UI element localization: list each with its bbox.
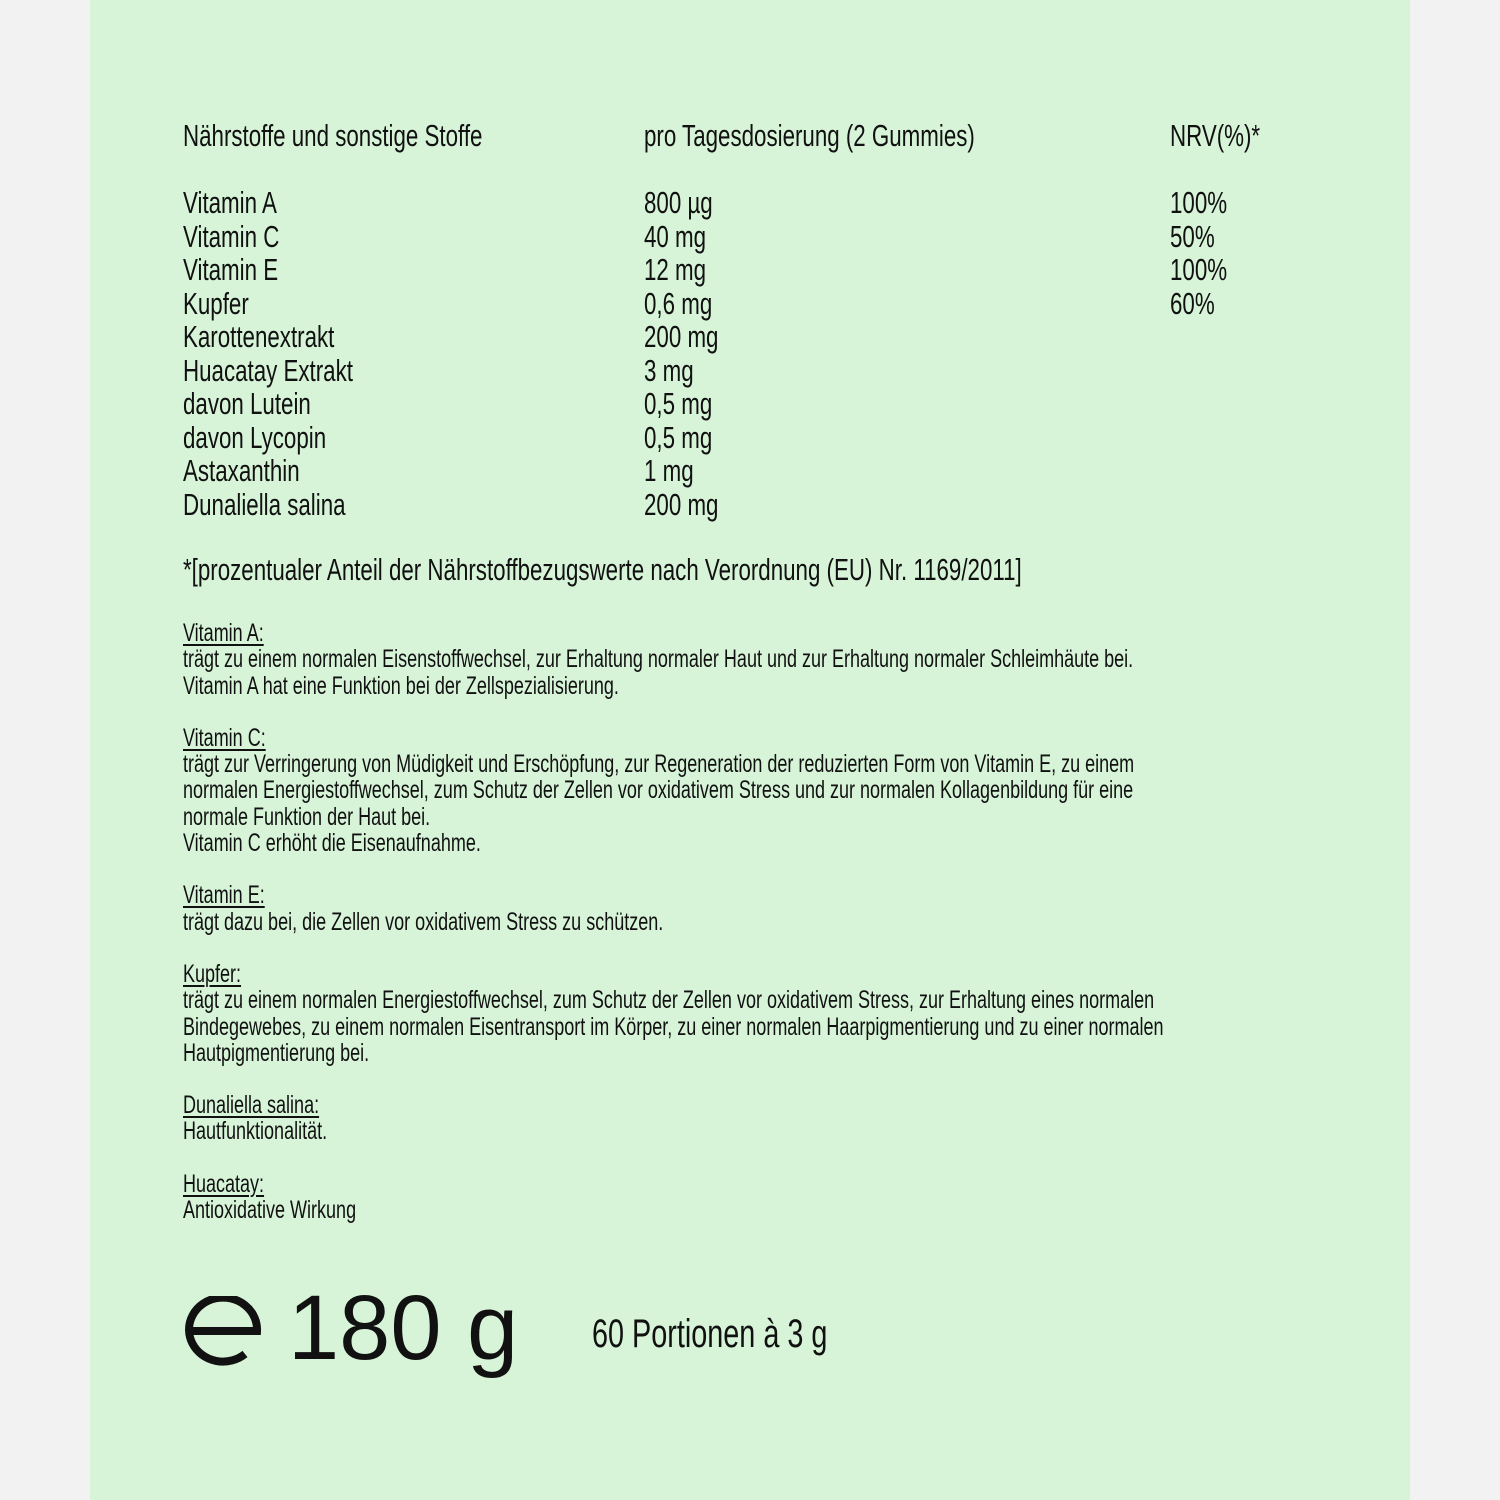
nutrient-name: Karottenextrakt: [183, 319, 335, 354]
header-daily-dose: pro Tagesdosierung (2 Gummies): [644, 118, 975, 153]
nutrient-amount: 40 mg: [644, 218, 707, 254]
claim-vitamin-a: [183, 620, 1292, 699]
nutrient-name: davon Lutein: [183, 386, 311, 421]
claim-text: Hautfunktionalität.: [183, 1117, 328, 1146]
claim-vitamin-c: [183, 725, 1292, 856]
header-nutrients: Nährstoffe und sonstige Stoffe: [183, 118, 483, 153]
nutrient-amount: 200 mg: [644, 319, 719, 354]
claim-text: trägt dazu bei, die Zellen vor oxidativem Stress zu schützen.: [183, 907, 664, 936]
nutrient-name: Astaxanthin: [183, 453, 300, 488]
nutrient-amount: 3 mg: [644, 352, 694, 388]
nutrient-nrv: 100%: [1170, 252, 1228, 287]
portions-info: 60 Portionen à 3 g: [592, 1312, 828, 1356]
nutrient-name: Dunaliella salina: [183, 486, 346, 522]
claim-text: trägt zur Verringerung von Müdigkeit und Erschöpfung, zur Regeneration der reduzierten Form von Vitamin E, zu einem normalen Energiestoffwechsel, zum Schutz der Zellen vor oxidativem Stress und zur normalen Kollagenbildung für eine normale Funktion der Haut bei. Vitamin C erhöht die Eisenaufnahme.: [183, 750, 1135, 858]
net-weight: 180 g: [288, 1277, 519, 1379]
nutrient-amount: 12 mg: [644, 252, 707, 287]
nutrient-amount: 0,5 mg: [644, 386, 713, 421]
nutrient-nrv: 60%: [1170, 285, 1215, 321]
nutrient-amount: 0,6 mg: [644, 285, 713, 321]
nutrient-nrv: 100%: [1170, 185, 1228, 220]
claim-text: trägt zu einem normalen Energiestoffwechsel, zum Schutz der Zellen vor oxidativem Stress, zur Erhaltung eines normalen Bindegewebes, zu einem normalen Eisentransport im Körper, zu einer normalen Haarpigmentierung und zu einer normalen Hautpigmentierung bei.: [183, 986, 1164, 1067]
health-claims: [183, 620, 1292, 1249]
e-mark-icon: [183, 1296, 263, 1366]
nutrient-nrv: 50%: [1170, 218, 1215, 254]
nutrient-name: Huacatay Extrakt: [183, 352, 353, 388]
claim-text: trägt zu einem normalen Eisenstoffwechsel, zur Erhaltung normaler Haut und zur Erhaltung normaler Schleimhäute bei. Vitamin A hat eine Funktion bei der Zellspezialisierung.: [183, 645, 1134, 700]
claim-title: Vitamin C:: [183, 723, 266, 752]
claim-text: Antioxidative Wirkung: [183, 1196, 357, 1225]
nutrient-name: Vitamin A: [183, 185, 277, 220]
nutrient-name: Kupfer: [183, 285, 249, 321]
claim-title: Dunaliella salina:: [183, 1091, 320, 1120]
nrv-footnote: *[prozentualer Anteil der Nährstoffbezugswerte nach Verordnung (EU) Nr. 1169/2011]: [183, 552, 1022, 587]
claim-title: Vitamin A:: [183, 619, 264, 647]
claim-huacatay: [183, 1171, 1292, 1224]
nutrient-name: davon Lycopin: [183, 419, 327, 455]
nutrient-amount: 0,5 mg: [644, 419, 713, 455]
nutrient-name: Vitamin C: [183, 218, 280, 254]
claim-title: Kupfer:: [183, 959, 242, 988]
nutrient-amount: 800 µg: [644, 185, 713, 220]
claim-vitamin-e: [183, 882, 1292, 935]
claim-title: Huacatay:: [183, 1169, 265, 1198]
claim-title: Vitamin E:: [183, 881, 265, 910]
claim-dunaliella: [183, 1092, 1292, 1145]
nutrient-amount: 1 mg: [644, 453, 694, 488]
claim-kupfer: [183, 961, 1292, 1066]
nutrient-name: Vitamin E: [183, 252, 279, 287]
header-nrv: NRV(%)*: [1170, 118, 1261, 153]
nutrient-amount: 200 mg: [644, 486, 719, 522]
